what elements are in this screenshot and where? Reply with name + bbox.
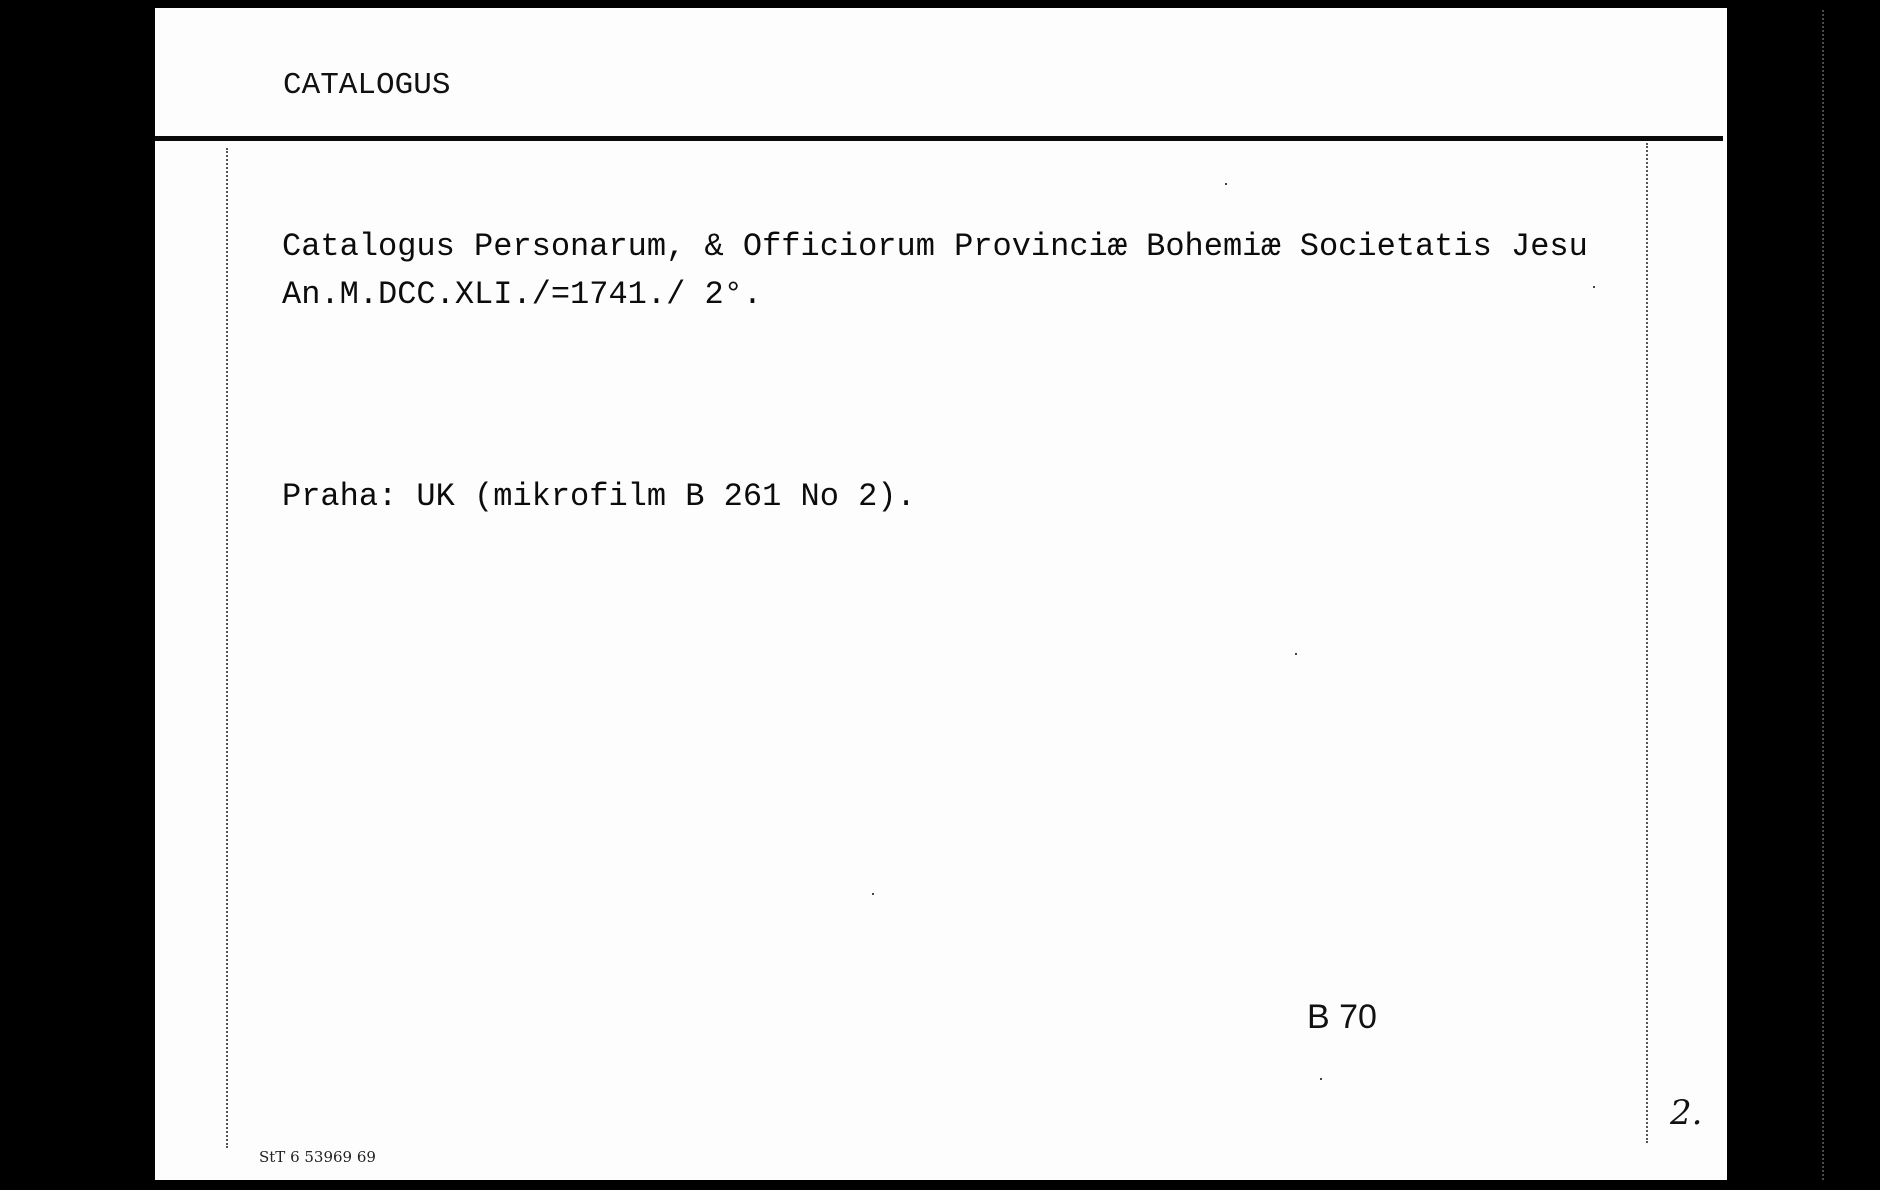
dust-speck — [1295, 653, 1297, 655]
film-edge-perforation — [1822, 10, 1824, 1180]
right-margin-line — [1646, 143, 1648, 1143]
dust-speck — [872, 893, 874, 895]
handwritten-card-number: 2. — [1670, 1093, 1703, 1133]
title-line-2: An.M.DCC.XLI./=1741./ 2°. — [282, 276, 763, 313]
heading-rule — [155, 136, 1723, 141]
printer-code: StT 6 53969 69 — [259, 1148, 376, 1166]
shelfmark: B 70 — [1307, 998, 1377, 1036]
title-line-1: Catalogus Personarum, & Officiorum Provinciæ Bohemiæ Societatis Jesu — [282, 228, 1588, 265]
dust-speck — [1225, 183, 1227, 185]
dust-speck — [1320, 1078, 1322, 1080]
catalog-card — [155, 8, 1727, 1180]
dust-speck — [1593, 286, 1595, 288]
card-heading: CATALOGUS — [283, 68, 451, 103]
left-margin-line — [226, 148, 228, 1148]
holding-location: Praha: UK (mikrofilm B 261 No 2). — [282, 478, 916, 515]
